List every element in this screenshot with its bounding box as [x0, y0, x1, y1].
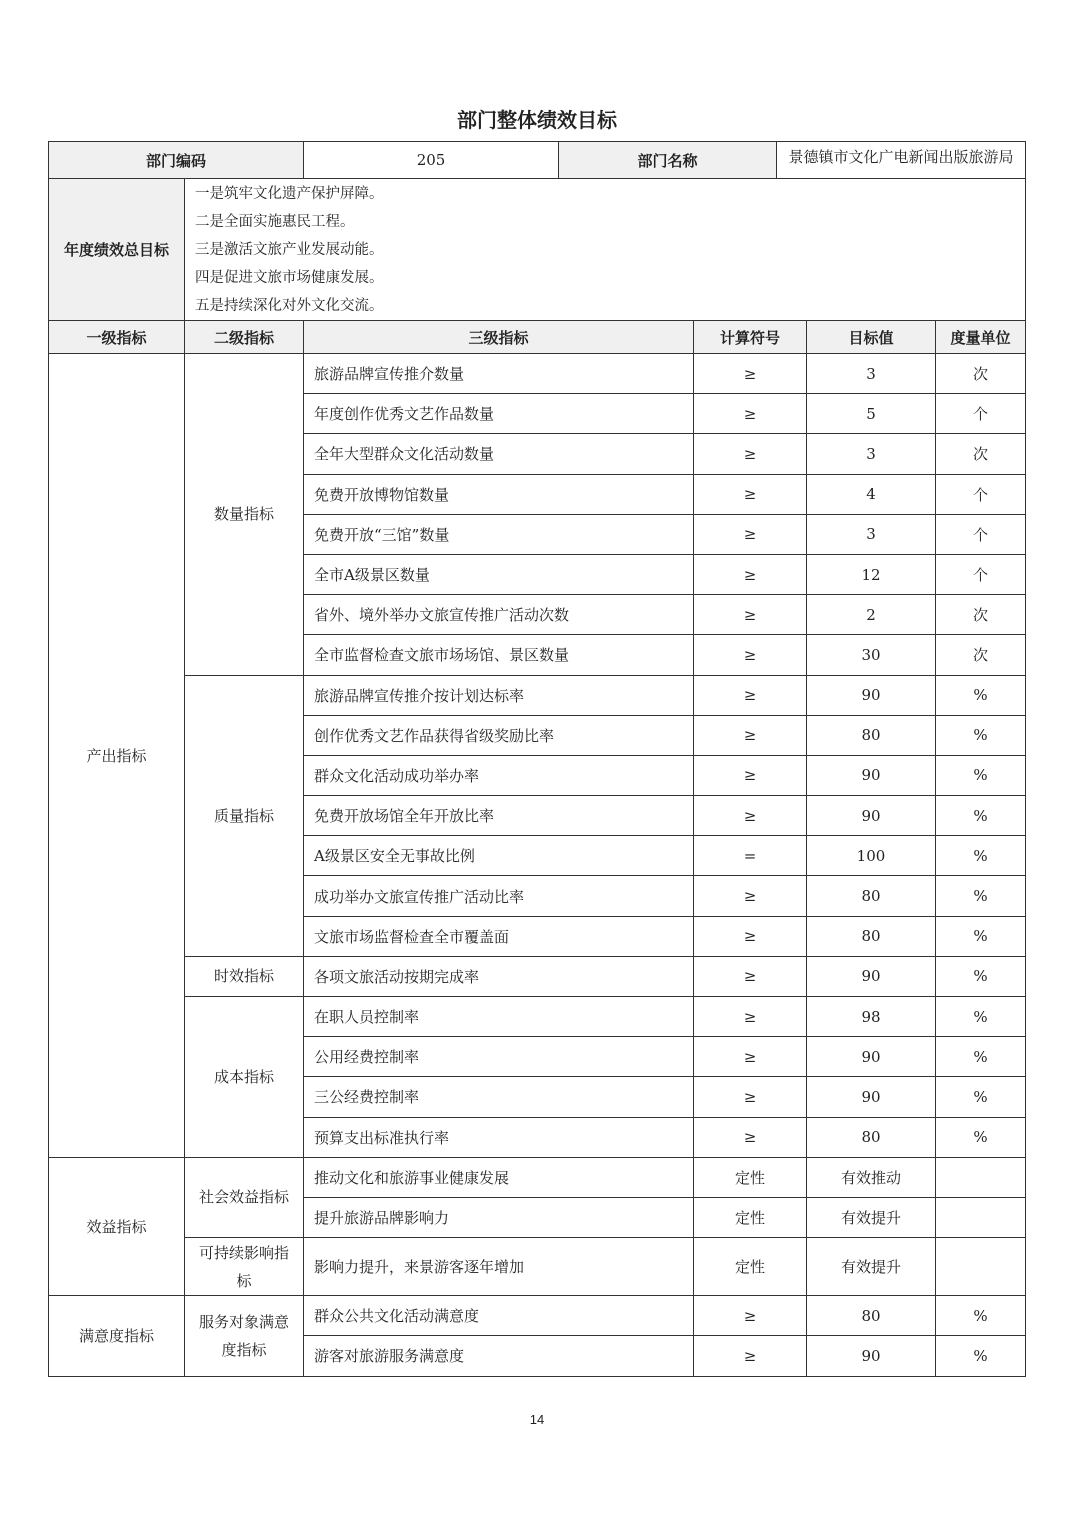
target-value: 有效推动: [807, 1157, 936, 1197]
target-value: 90: [807, 1077, 936, 1117]
level1-indicator: 满意度指标: [49, 1296, 185, 1376]
goal-item: 三是激活文旅产业发展动能。: [195, 241, 384, 258]
calc-symbol: =: [694, 836, 807, 876]
page-number: 14: [529, 1412, 545, 1427]
calc-symbol: ≥: [694, 1037, 807, 1077]
calc-symbol: ≥: [694, 755, 807, 795]
indicator-name: 免费开放场馆全年开放比率: [304, 796, 694, 836]
indicator-name: 旅游品牌宣传推介数量: [304, 354, 694, 394]
column-header: 计算符号: [694, 321, 807, 354]
target-value: 90: [807, 956, 936, 996]
target-value: 98: [807, 997, 936, 1037]
calc-symbol: ≥: [694, 1296, 807, 1336]
indicator-name: 推动文化和旅游事业健康发展: [304, 1157, 694, 1197]
target-value: 80: [807, 916, 936, 956]
target-value: 3: [807, 514, 936, 554]
unit: %: [936, 1336, 1026, 1376]
target-value: 100: [807, 836, 936, 876]
unit: 次: [936, 434, 1026, 474]
level2-indicator: 质量指标: [185, 675, 304, 956]
calc-symbol: ≥: [694, 434, 807, 474]
calc-symbol: ≥: [694, 675, 807, 715]
unit: 次: [936, 635, 1026, 675]
indicator-name: 在职人员控制率: [304, 997, 694, 1037]
goal-item: 五是持续深化对外文化交流。: [195, 297, 384, 314]
indicator-name: 各项文旅活动按期完成率: [304, 956, 694, 996]
indicator-name: 全年大型群众文化活动数量: [304, 434, 694, 474]
unit: %: [936, 916, 1026, 956]
target-value: 30: [807, 635, 936, 675]
indicator-name: 群众公共文化活动满意度: [304, 1296, 694, 1336]
column-header: 一级指标: [49, 321, 185, 354]
target-value: 90: [807, 796, 936, 836]
level2-indicator: 数量指标: [185, 354, 304, 676]
indicator-name: 全市A级景区数量: [304, 554, 694, 594]
calc-symbol: 定性: [694, 1157, 807, 1197]
level2-indicator: 服务对象满意度指标: [185, 1296, 304, 1376]
calc-symbol: ≥: [694, 1336, 807, 1376]
goals-list: [185, 179, 1026, 321]
calc-symbol: ≥: [694, 876, 807, 916]
table-row: [49, 354, 1026, 394]
level2-indicator: 时效指标: [185, 956, 304, 996]
indicator-table: [48, 320, 1026, 1377]
calc-symbol: ≥: [694, 916, 807, 956]
calc-symbol: ≥: [694, 956, 807, 996]
dept-name-cell: [777, 142, 1026, 179]
target-value: 5: [807, 394, 936, 434]
target-value: 80: [807, 1296, 936, 1336]
indicator-name: 免费开放博物馆数量: [304, 474, 694, 514]
dept-code-label: 部门编码: [49, 142, 304, 179]
column-header: 二级指标: [185, 321, 304, 354]
calc-symbol: ≥: [694, 394, 807, 434]
unit: 次: [936, 354, 1026, 394]
level2-indicator: 可持续影响指标: [185, 1238, 304, 1296]
goal-item: 一是筑牢文化遗产保护屏障。: [195, 185, 384, 202]
header-row: [49, 321, 1026, 354]
level1-indicator: 产出指标: [49, 354, 185, 1158]
unit: 个: [936, 474, 1026, 514]
indicator-name: 全市监督检查文旅市场场馆、景区数量: [304, 635, 694, 675]
target-value: 有效提升: [807, 1238, 936, 1296]
column-header: 三级指标: [304, 321, 694, 354]
unit: %: [936, 715, 1026, 755]
target-value: 12: [807, 554, 936, 594]
target-value: 80: [807, 715, 936, 755]
target-value: 90: [807, 1336, 936, 1376]
indicator-name: 提升旅游品牌影响力: [304, 1197, 694, 1237]
target-value: 2: [807, 595, 936, 635]
calc-symbol: ≥: [694, 354, 807, 394]
calc-symbol: ≥: [694, 1117, 807, 1157]
table-row: [49, 1238, 1026, 1296]
indicator-name: 创作优秀文艺作品获得省级奖励比率: [304, 715, 694, 755]
calc-symbol: ≥: [694, 796, 807, 836]
unit: [936, 1197, 1026, 1237]
column-header: 度量单位: [936, 321, 1026, 354]
department-info-table: [48, 141, 1026, 321]
indicator-name: 旅游品牌宣传推介按计划达标率: [304, 675, 694, 715]
unit: %: [936, 755, 1026, 795]
target-value: 有效提升: [807, 1197, 936, 1237]
target-value: 90: [807, 755, 936, 795]
calc-symbol: ≥: [694, 595, 807, 635]
unit: %: [936, 836, 1026, 876]
unit: %: [936, 876, 1026, 916]
level2-indicator: 社会效益指标: [185, 1157, 304, 1237]
goals-label: 年度绩效总目标: [49, 179, 185, 321]
calc-symbol: ≥: [694, 715, 807, 755]
unit: %: [936, 796, 1026, 836]
unit: %: [936, 1077, 1026, 1117]
table-row: [49, 675, 1026, 715]
indicator-name: 三公经费控制率: [304, 1077, 694, 1117]
indicator-name: A级景区安全无事故比例: [304, 836, 694, 876]
indicator-name: 影响力提升，来景游客逐年增加: [304, 1238, 694, 1296]
page-title: 部门整体绩效目标: [457, 108, 617, 132]
goal-item: 二是全面实施惠民工程。: [195, 213, 355, 230]
target-value: 90: [807, 675, 936, 715]
indicator-name: 成功举办文旅宣传推广活动比率: [304, 876, 694, 916]
target-value: 3: [807, 434, 936, 474]
unit: %: [936, 675, 1026, 715]
dept-name-value: 景德镇市文化广电新闻出版旅游局: [788, 148, 1014, 166]
table-row: [49, 997, 1026, 1037]
unit: %: [936, 997, 1026, 1037]
calc-symbol: ≥: [694, 554, 807, 594]
target-value: 3: [807, 354, 936, 394]
indicator-name: 游客对旅游服务满意度: [304, 1336, 694, 1376]
unit: %: [936, 1296, 1026, 1336]
unit: %: [936, 1037, 1026, 1077]
unit: [936, 1238, 1026, 1296]
target-value: 80: [807, 1117, 936, 1157]
calc-symbol: 定性: [694, 1197, 807, 1237]
calc-symbol: 定性: [694, 1238, 807, 1296]
calc-symbol: ≥: [694, 997, 807, 1037]
target-value: 80: [807, 876, 936, 916]
dept-code-value: 205: [304, 142, 559, 179]
level1-indicator: 效益指标: [49, 1157, 185, 1295]
goal-item: 四是促进文旅市场健康发展。: [195, 269, 384, 286]
table-row: [49, 1157, 1026, 1197]
indicator-name: 免费开放“三馆”数量: [304, 514, 694, 554]
indicator-name: 年度创作优秀文艺作品数量: [304, 394, 694, 434]
unit: %: [936, 956, 1026, 996]
dept-name-label: 部门名称: [559, 142, 777, 179]
table-row: [49, 1296, 1026, 1336]
unit: %: [936, 1117, 1026, 1157]
indicator-name: 群众文化活动成功举办率: [304, 755, 694, 795]
unit: 个: [936, 554, 1026, 594]
table-row: [49, 956, 1026, 996]
indicator-name: 文旅市场监督检查全市覆盖面: [304, 916, 694, 956]
target-value: 90: [807, 1037, 936, 1077]
column-header: 目标值: [807, 321, 936, 354]
unit: 个: [936, 514, 1026, 554]
indicator-name: 省外、境外举办文旅宣传推广活动次数: [304, 595, 694, 635]
calc-symbol: ≥: [694, 1077, 807, 1117]
calc-symbol: ≥: [694, 474, 807, 514]
calc-symbol: ≥: [694, 514, 807, 554]
target-value: 4: [807, 474, 936, 514]
calc-symbol: ≥: [694, 635, 807, 675]
unit: [936, 1157, 1026, 1197]
indicator-name: 预算支出标准执行率: [304, 1117, 694, 1157]
unit: 次: [936, 595, 1026, 635]
level2-indicator: 成本指标: [185, 997, 304, 1158]
unit: 个: [936, 394, 1026, 434]
indicator-name: 公用经费控制率: [304, 1037, 694, 1077]
